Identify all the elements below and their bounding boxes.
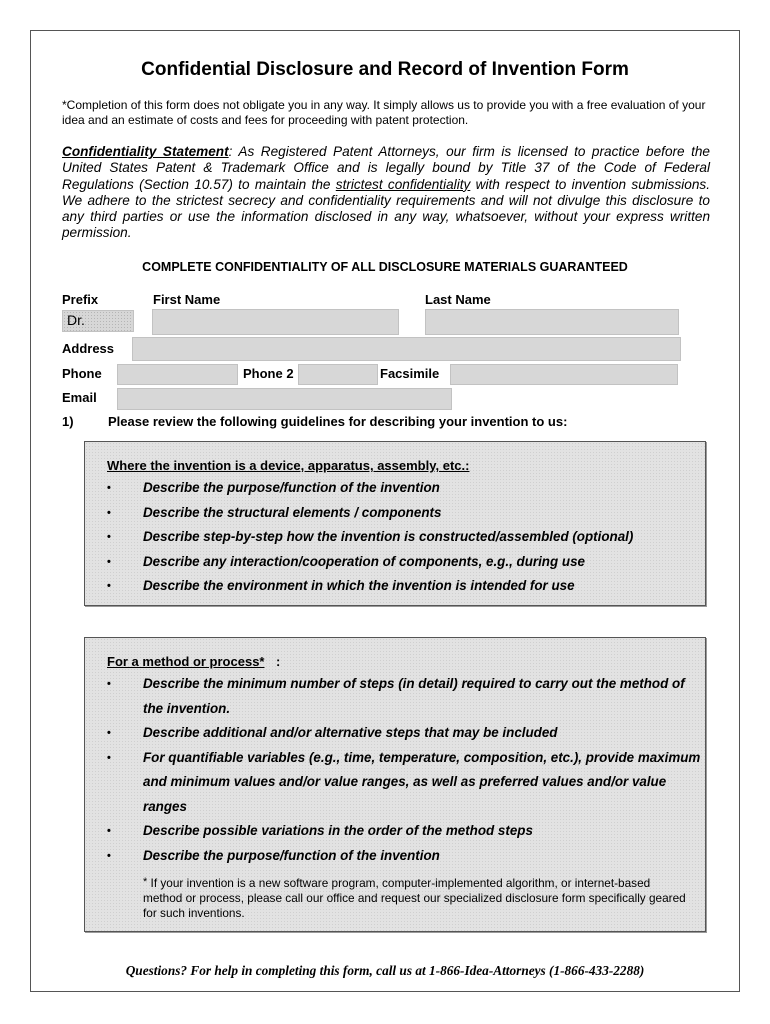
- prefix-field[interactable]: Dr.: [62, 310, 134, 332]
- address-field[interactable]: [132, 337, 681, 361]
- list-item-text: Describe additional and/or alternative steps that may be included: [143, 725, 558, 740]
- fax-field[interactable]: [450, 364, 678, 385]
- method-box-heading-colon: :: [276, 654, 281, 669]
- device-guidelines-box: [84, 441, 706, 606]
- confidentiality-part1: As Registered Patent Attorneys, our firm is licensed to practice before the United States Patent & Trademark Office and is legally bound by Title 37 of the Code of Federal Regulations (Section 10.57) to maintain the: [62, 144, 710, 192]
- bullet-icon: •: [107, 531, 111, 543]
- note-text: If your invention is a new software program, computer-implemented algorithm, or internet-based method or process, please call our office and request our specialized disclosure form specifically geared for such inventions.: [143, 876, 686, 920]
- phone-label: Phone: [62, 366, 102, 381]
- help-footer: Questions? For help in completing this form, call us at 1-866-Idea-Attorneys (1-866-433-2288): [125, 963, 645, 978]
- address-label: Address: [62, 341, 115, 356]
- method-box-heading-text: For a method or process*: [107, 654, 265, 669]
- bullet-icon: •: [107, 825, 111, 837]
- device-box-heading: Where the invention is a device, apparatus, assembly, etc.:: [107, 458, 470, 473]
- last-name-label: Last Name: [425, 292, 491, 307]
- question-1-text: Please review the following guidelines for describing your invention to us:: [108, 414, 568, 429]
- intro-text: *Completion of this form does not obligate you in any way. It simply allows us to provide you with a free evaluation of your idea and an estimate of costs and fees for proceeding with patent protection.: [62, 98, 706, 127]
- fax-label: Facsimile: [380, 366, 440, 381]
- confidentiality-lead: Confidentiality Statement: [62, 144, 229, 159]
- last-name-field[interactable]: [425, 309, 679, 335]
- method-box-heading: [107, 654, 264, 669]
- bullet-icon: •: [107, 678, 111, 690]
- confidentiality-part2: with respect to invention submissions. We adhere to the strictest secrecy and confidentiality requirements and will not divulge this disclosure to any third parties or use the information disclosed in any way, whatsoever, without your express written permission.: [62, 176, 710, 241]
- bullet-icon: •: [107, 482, 111, 494]
- list-item-text: Describe the purpose/function of the invention: [143, 480, 440, 495]
- phone2-field[interactable]: [298, 364, 378, 385]
- list-item-text: Describe the minimum number of steps (in detail) required to carry out the method of the invention.: [143, 676, 685, 716]
- confidentiality-colon: :: [228, 144, 233, 159]
- list-item-text: For quantifiable variables (e.g., time, temperature, composition, etc.), provide maximum and minimum values and/or value ranges, as well as preferred values and/or value ranges: [143, 749, 701, 814]
- confidentiality-underlined: strictest confidentiality: [335, 176, 471, 192]
- email-label: Email: [62, 390, 97, 405]
- bullet-icon: •: [107, 751, 111, 764]
- phone2-label: Phone 2: [243, 366, 294, 381]
- method-guidelines-box: [84, 637, 706, 932]
- bullet-icon: •: [107, 727, 111, 739]
- first-name-label: First Name: [153, 292, 221, 307]
- email-field[interactable]: [117, 388, 452, 410]
- list-item-text: Describe the environment in which the invention is intended for use: [143, 578, 575, 593]
- list-item-text: Describe any interaction/cooperation of components, e.g., during use: [143, 553, 585, 569]
- list-item-text: Describe step-by-step how the invention is constructed/assembled (optional): [143, 529, 634, 544]
- list-item-text: Describe the structural elements / components: [143, 504, 442, 520]
- form-page: [30, 30, 740, 992]
- first-name-field[interactable]: [152, 309, 399, 335]
- page-title: Confidential Disclosure and Record of Invention Form: [141, 59, 629, 80]
- question-1-number: 1): [62, 414, 74, 429]
- confidentiality-statement: [62, 144, 710, 242]
- software-note: [143, 875, 688, 921]
- phone-field[interactable]: [117, 364, 238, 385]
- note-asterisk: *: [143, 876, 148, 888]
- guarantee-heading: COMPLETE CONFIDENTIALITY OF ALL DISCLOSURE MATERIALS GUARANTEED: [142, 260, 628, 274]
- bullet-icon: •: [107, 849, 111, 862]
- bullet-icon: •: [107, 555, 111, 568]
- list-item-text: Describe possible variations in the order of the method steps: [143, 823, 533, 838]
- list-item-text: Describe the purpose/function of the invention: [143, 847, 440, 863]
- bullet-icon: •: [107, 580, 111, 592]
- bullet-icon: •: [107, 506, 111, 519]
- prefix-label: Prefix: [62, 292, 99, 307]
